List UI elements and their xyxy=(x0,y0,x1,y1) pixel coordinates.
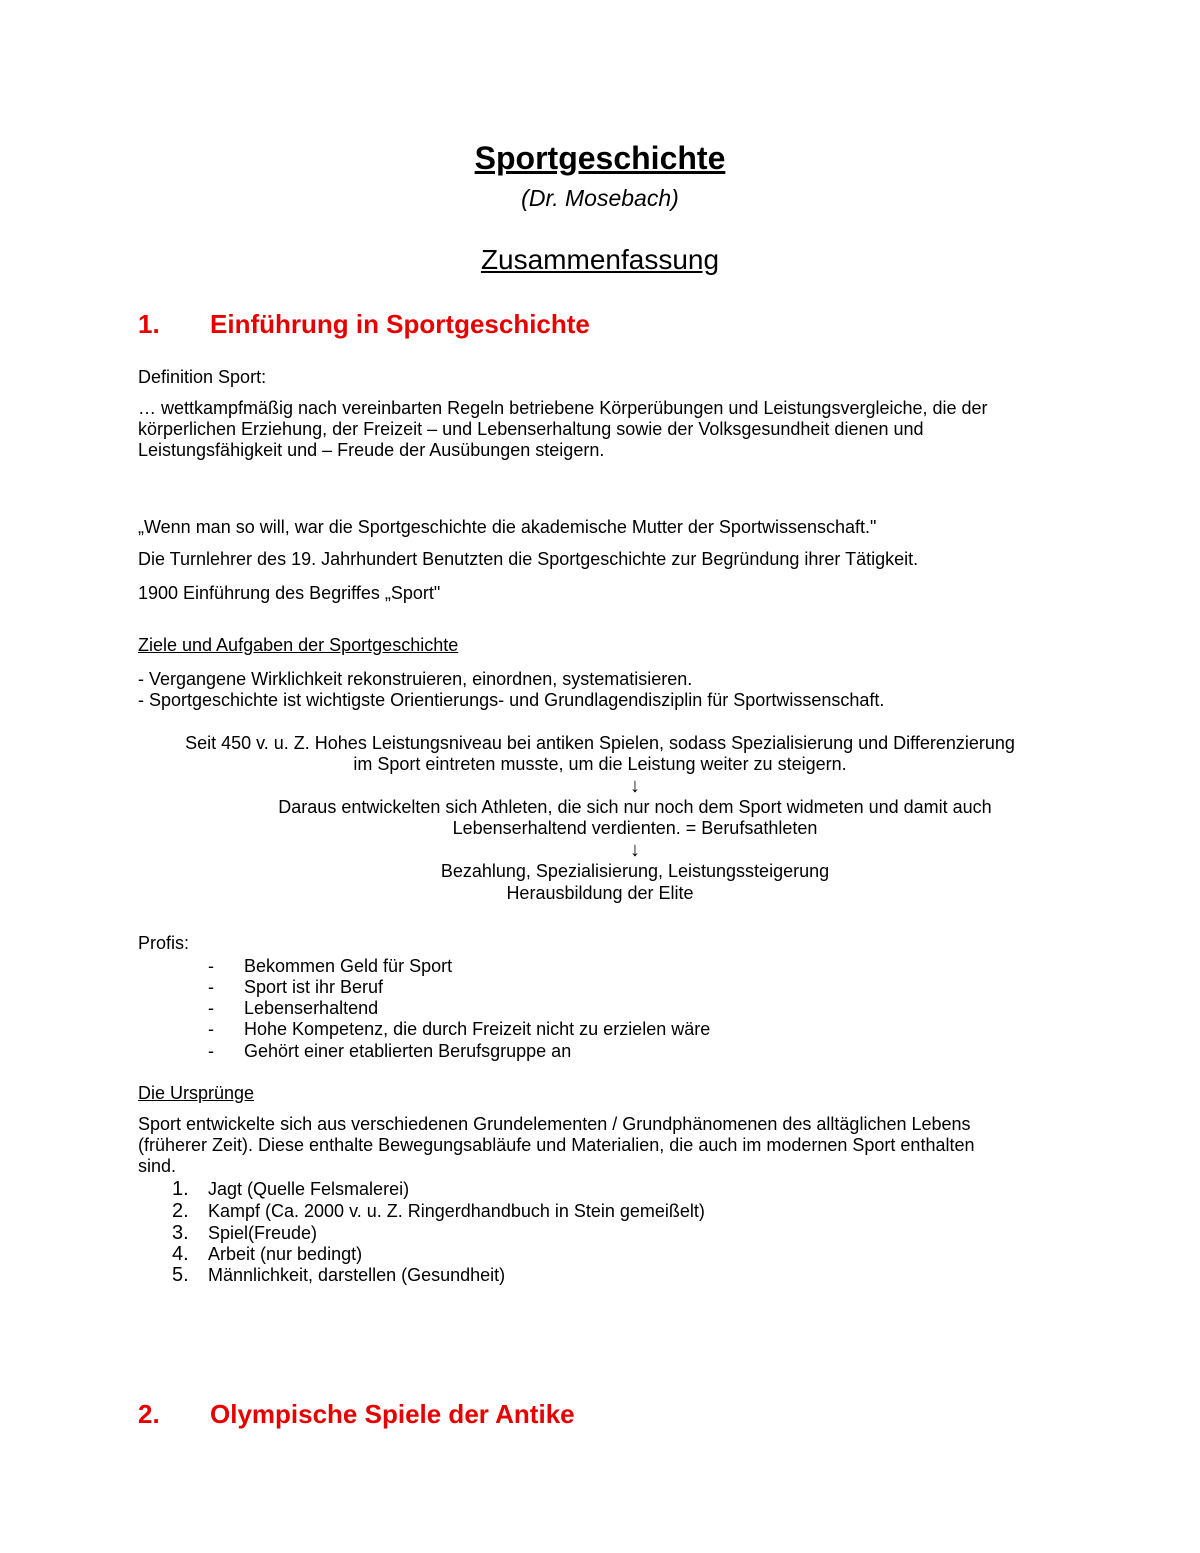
document-subtitle: (Dr. Mosebach) xyxy=(521,185,679,211)
turnlehrer-text: Die Turnlehrer des 19. Jahrhundert Benutzten die Sportgeschichte zur Begründung ihrer Tätigkeit. xyxy=(138,549,919,569)
list-item-text: Gehört einer etablierten Berufsgruppe an xyxy=(244,1041,572,1061)
list-item xyxy=(0,955,1000,976)
definition-line: … wettkampfmäßig nach vereinbarten Regeln betriebene Körperübungen und Leistungsvergleiche, die der xyxy=(138,398,988,418)
flow-line: Herausbildung der Elite xyxy=(506,883,694,903)
numbered-list-item xyxy=(0,1200,1000,1222)
section-2-title: Olympische Spiele der Antike xyxy=(210,1399,575,1429)
section-1-heading xyxy=(138,308,838,342)
goal-item: - Sportgeschichte ist wichtigste Orientierungs- und Grundlagendisziplin für Sportwissenschaft. xyxy=(138,690,885,710)
goals-heading: Ziele und Aufgaben der Sportgeschichte xyxy=(138,635,459,655)
list-item xyxy=(0,1018,1000,1039)
list-item-text: Sport ist ihr Beruf xyxy=(244,977,384,997)
section-2-heading xyxy=(138,1398,838,1432)
list-number: 3. xyxy=(172,1222,189,1244)
goal-item: - Vergangene Wirklichkeit rekonstruieren, einordnen, systematisieren. xyxy=(138,669,693,689)
document-title: Sportgeschichte xyxy=(474,140,726,176)
definition-line: Leistungsfähigkeit und – Freude der Ausübungen steigern. xyxy=(138,440,605,460)
list-item-text: Hohe Kompetenz, die durch Freizeit nicht zu erzielen wäre xyxy=(244,1019,711,1039)
list-item-text: Lebenserhaltend xyxy=(244,998,379,1018)
down-arrow-icon: ↓ xyxy=(630,839,640,861)
list-number: 2. xyxy=(172,1200,189,1222)
dash-bullet: - xyxy=(208,977,214,997)
numbered-list-item xyxy=(0,1178,1000,1200)
list-item-text: Spiel(Freude) xyxy=(208,1223,318,1243)
dash-bullet: - xyxy=(208,1019,214,1039)
quote-text: „Wenn man so will, war die Sportgeschichte die akademische Mutter der Sportwissenschaft." xyxy=(138,517,877,537)
flow-line: Lebenserhaltend verdienten. = Berufsathleten xyxy=(452,818,818,838)
numbered-list-item xyxy=(0,1222,1000,1244)
profis-label: Profis: xyxy=(138,933,190,953)
list-item-text: Kampf (Ca. 2000 v. u. Z. Ringerdhandbuch in Stein gemeißelt) xyxy=(208,1201,705,1221)
list-item-text: Arbeit (nur bedingt) xyxy=(208,1244,363,1264)
origins-heading: Die Ursprünge xyxy=(138,1083,255,1103)
dash-bullet: - xyxy=(208,956,214,976)
definition-text xyxy=(138,398,1078,461)
summary-heading: Zusammenfassung xyxy=(480,244,720,275)
list-number: 1. xyxy=(172,1178,189,1200)
list-item-text: Jagt (Quelle Felsmalerei) xyxy=(208,1179,410,1199)
dash-bullet: - xyxy=(208,998,214,1018)
flow-line: Seit 450 v. u. Z. Hohes Leistungsniveau bei antiken Spielen, sodass Spezialisierung und Differenzierung xyxy=(185,733,1015,753)
list-number: 4. xyxy=(172,1243,189,1265)
flow-line: Bezahlung, Spezialisierung, Leistungssteigerung xyxy=(440,861,830,881)
section-1-title: Einführung in Sportgeschichte xyxy=(210,309,590,339)
list-item-text: Männlichkeit, darstellen (Gesundheit) xyxy=(208,1265,506,1285)
definition-label: Definition Sport: xyxy=(138,367,267,387)
list-number: 5. xyxy=(172,1264,189,1286)
flow-line: Daraus entwickelten sich Athleten, die sich nur noch dem Sport widmeten und damit auch xyxy=(278,797,992,817)
list-item-text: Bekommen Geld für Sport xyxy=(244,956,453,976)
section-2-number: 2. xyxy=(138,1399,160,1429)
year-1900-text: 1900 Einführung des Begriffes „Sport" xyxy=(138,583,441,603)
list-item xyxy=(0,1040,1000,1061)
list-item xyxy=(0,997,1000,1018)
origins-line: Sport entwickelte sich aus verschiedenen Grundelementen / Grundphänomenen des alltäglichen Lebens xyxy=(138,1114,971,1134)
origins-line: (früherer Zeit). Diese enthalte Bewegungsabläufe und Materialien, die auch im modernen Sport enthalten xyxy=(138,1135,975,1155)
flow-line: im Sport eintreten musste, um die Leistung weiter zu steigern. xyxy=(353,754,847,774)
origins-line: sind. xyxy=(138,1156,177,1176)
definition-line: körperlichen Erziehung, der Freizeit – und Lebenserhaltung sowie der Volksgesundheit dienen und xyxy=(138,419,924,439)
numbered-list-item xyxy=(0,1264,1000,1286)
list-item xyxy=(0,976,1000,997)
section-1-number: 1. xyxy=(138,309,160,339)
numbered-list-item xyxy=(0,1243,1000,1265)
down-arrow-icon: ↓ xyxy=(630,775,640,797)
origins-text xyxy=(138,1114,1098,1177)
dash-bullet: - xyxy=(208,1041,214,1061)
